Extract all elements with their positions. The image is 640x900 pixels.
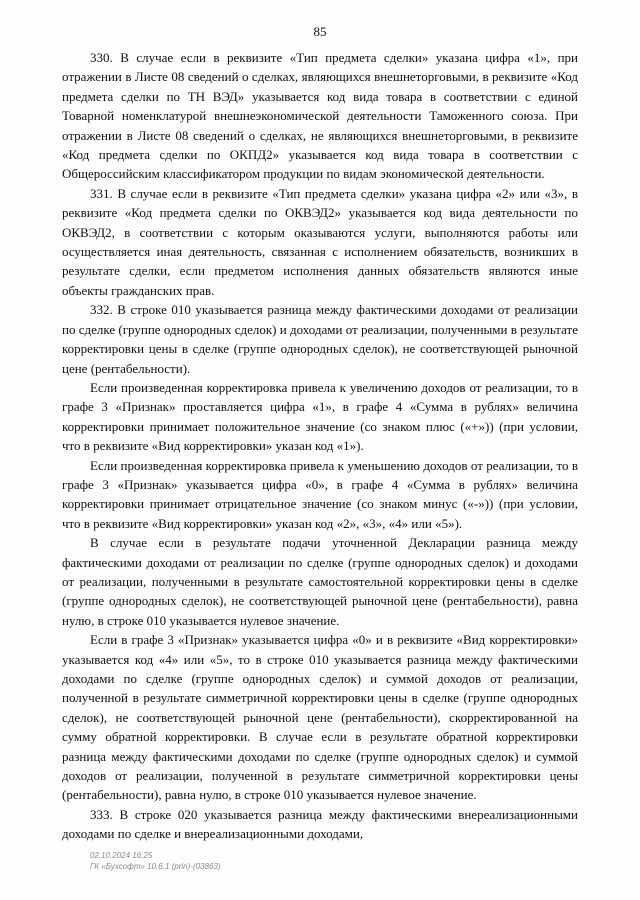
print-stamp-date: 02.10.2024 16:25 (90, 851, 153, 860)
paragraph-332: 332. В строке 010 указывается разница между фактическими доходами от реализации по сделке (группе однородных сделок) и доходами от реализации, полученными в результате корректировки цены в сделке (группе однородных сделок), не соответствующей рыночной цене (рентабельности). (62, 302, 578, 376)
paragraph-decrease: Если произведенная корректировка привела к уменьшению доходов от реализации, то в графе 3 «Признак» указывается цифра «0», в графе 4 «Сумма в рублях» величина корректировки принимает отрицательное значение (со знаком минус («-»)) (при условии, что в реквизите «Вид корректировки» указан код «2», «3», «4» или «5»). (62, 457, 578, 531)
paragraph-333: 333. В строке 020 указывается разница между фактическими внереализационными доходами по сделке и внереализационными доходами, (62, 806, 578, 842)
print-stamp-source: ГК «Бухсофт» 10.6.1 (prin)-(03863) (90, 862, 221, 871)
paragraph-331: 331. В случае если в реквизите «Тип предмета сделки» указана цифра «2» или «3», в реквизите «Код предмета сделки по ОКВЭД2» указывается код вида деятельности по ОКВЭД2, в соответствии с которым оказываются услуги, выполняются работы или осуществляется иная деятельность, связанная с исполнением обязательств, возникших в результате сделки, если предметом исполнения данных обязательств являются иные объекты гражданских прав. (62, 185, 578, 298)
paragraph-reverse-adjustment: Если в графе 3 «Признак» указывается цифра «0» и в реквизите «Вид корректировки» указывается код «4» или «5», то в строке 010 указывается разница между фактическими доходами по сделке (группе однородных сделок) и суммой доходов от реализации, полученной в результате симметричной корректировки цены в сделке (группе однородных сделок), не соответствующей рыночной цене (рентабельности), скорректированной на сумму обратной корректировки. В случае если в результате обратной корректировки разница между фактическими доходами по сделке (группе однородных сделок) и суммой доходов от реализации, полученной в результате симметричной корректировки цены (рентабельности), равна нулю, в строке 010 указывается нулевое значение. (62, 632, 578, 803)
document-body (62, 48, 578, 844)
paragraph-increase: Если произведенная корректировка привела к увеличению доходов от реализации, то в графе 3 «Признак» проставляется цифра «1», в графе 4 «Сумма в рублях» величина корректировки принимает положительное значение (со знаком плюс («+»)) (при условии, что в реквизите «Вид корректировки» указан код «1»). (62, 379, 578, 454)
print-stamp (90, 850, 221, 872)
page-number: 85 (313, 24, 327, 39)
paragraph-amended-declaration: В случае если в результате подачи уточненной Декларации разница между фактическими доходами от реализации по сделке (группе однородных сделок) и доходами от реализации, полученными в результате самостоятельной корректировки цены в сделке (группе однородных сделок), не соответствующей рыночной цене (рентабельности), равна нулю, в строке 010 указывается нулевое значение. (62, 535, 578, 628)
paragraph-330: 330. В случае если в реквизите «Тип предмета сделки» указана цифра «1», при отражении в Листе 08 сведений о сделках, являющихся внешнеторговыми, в реквизите «Код предмета сделки по ТН ВЭД» указывается код вида товара в соответствии с единой Товарной номенклатурой внешнеэкономической деятельности Таможенного союза. При отражении в Листе 08 сведений о сделках, не являющихся внешнеторговыми, в реквизите «Код предмета сделки по ОКПД2» указывается код вида товара в соответствии с Общероссийским классификатором продукции по видам экономической деятельности. (62, 50, 578, 182)
